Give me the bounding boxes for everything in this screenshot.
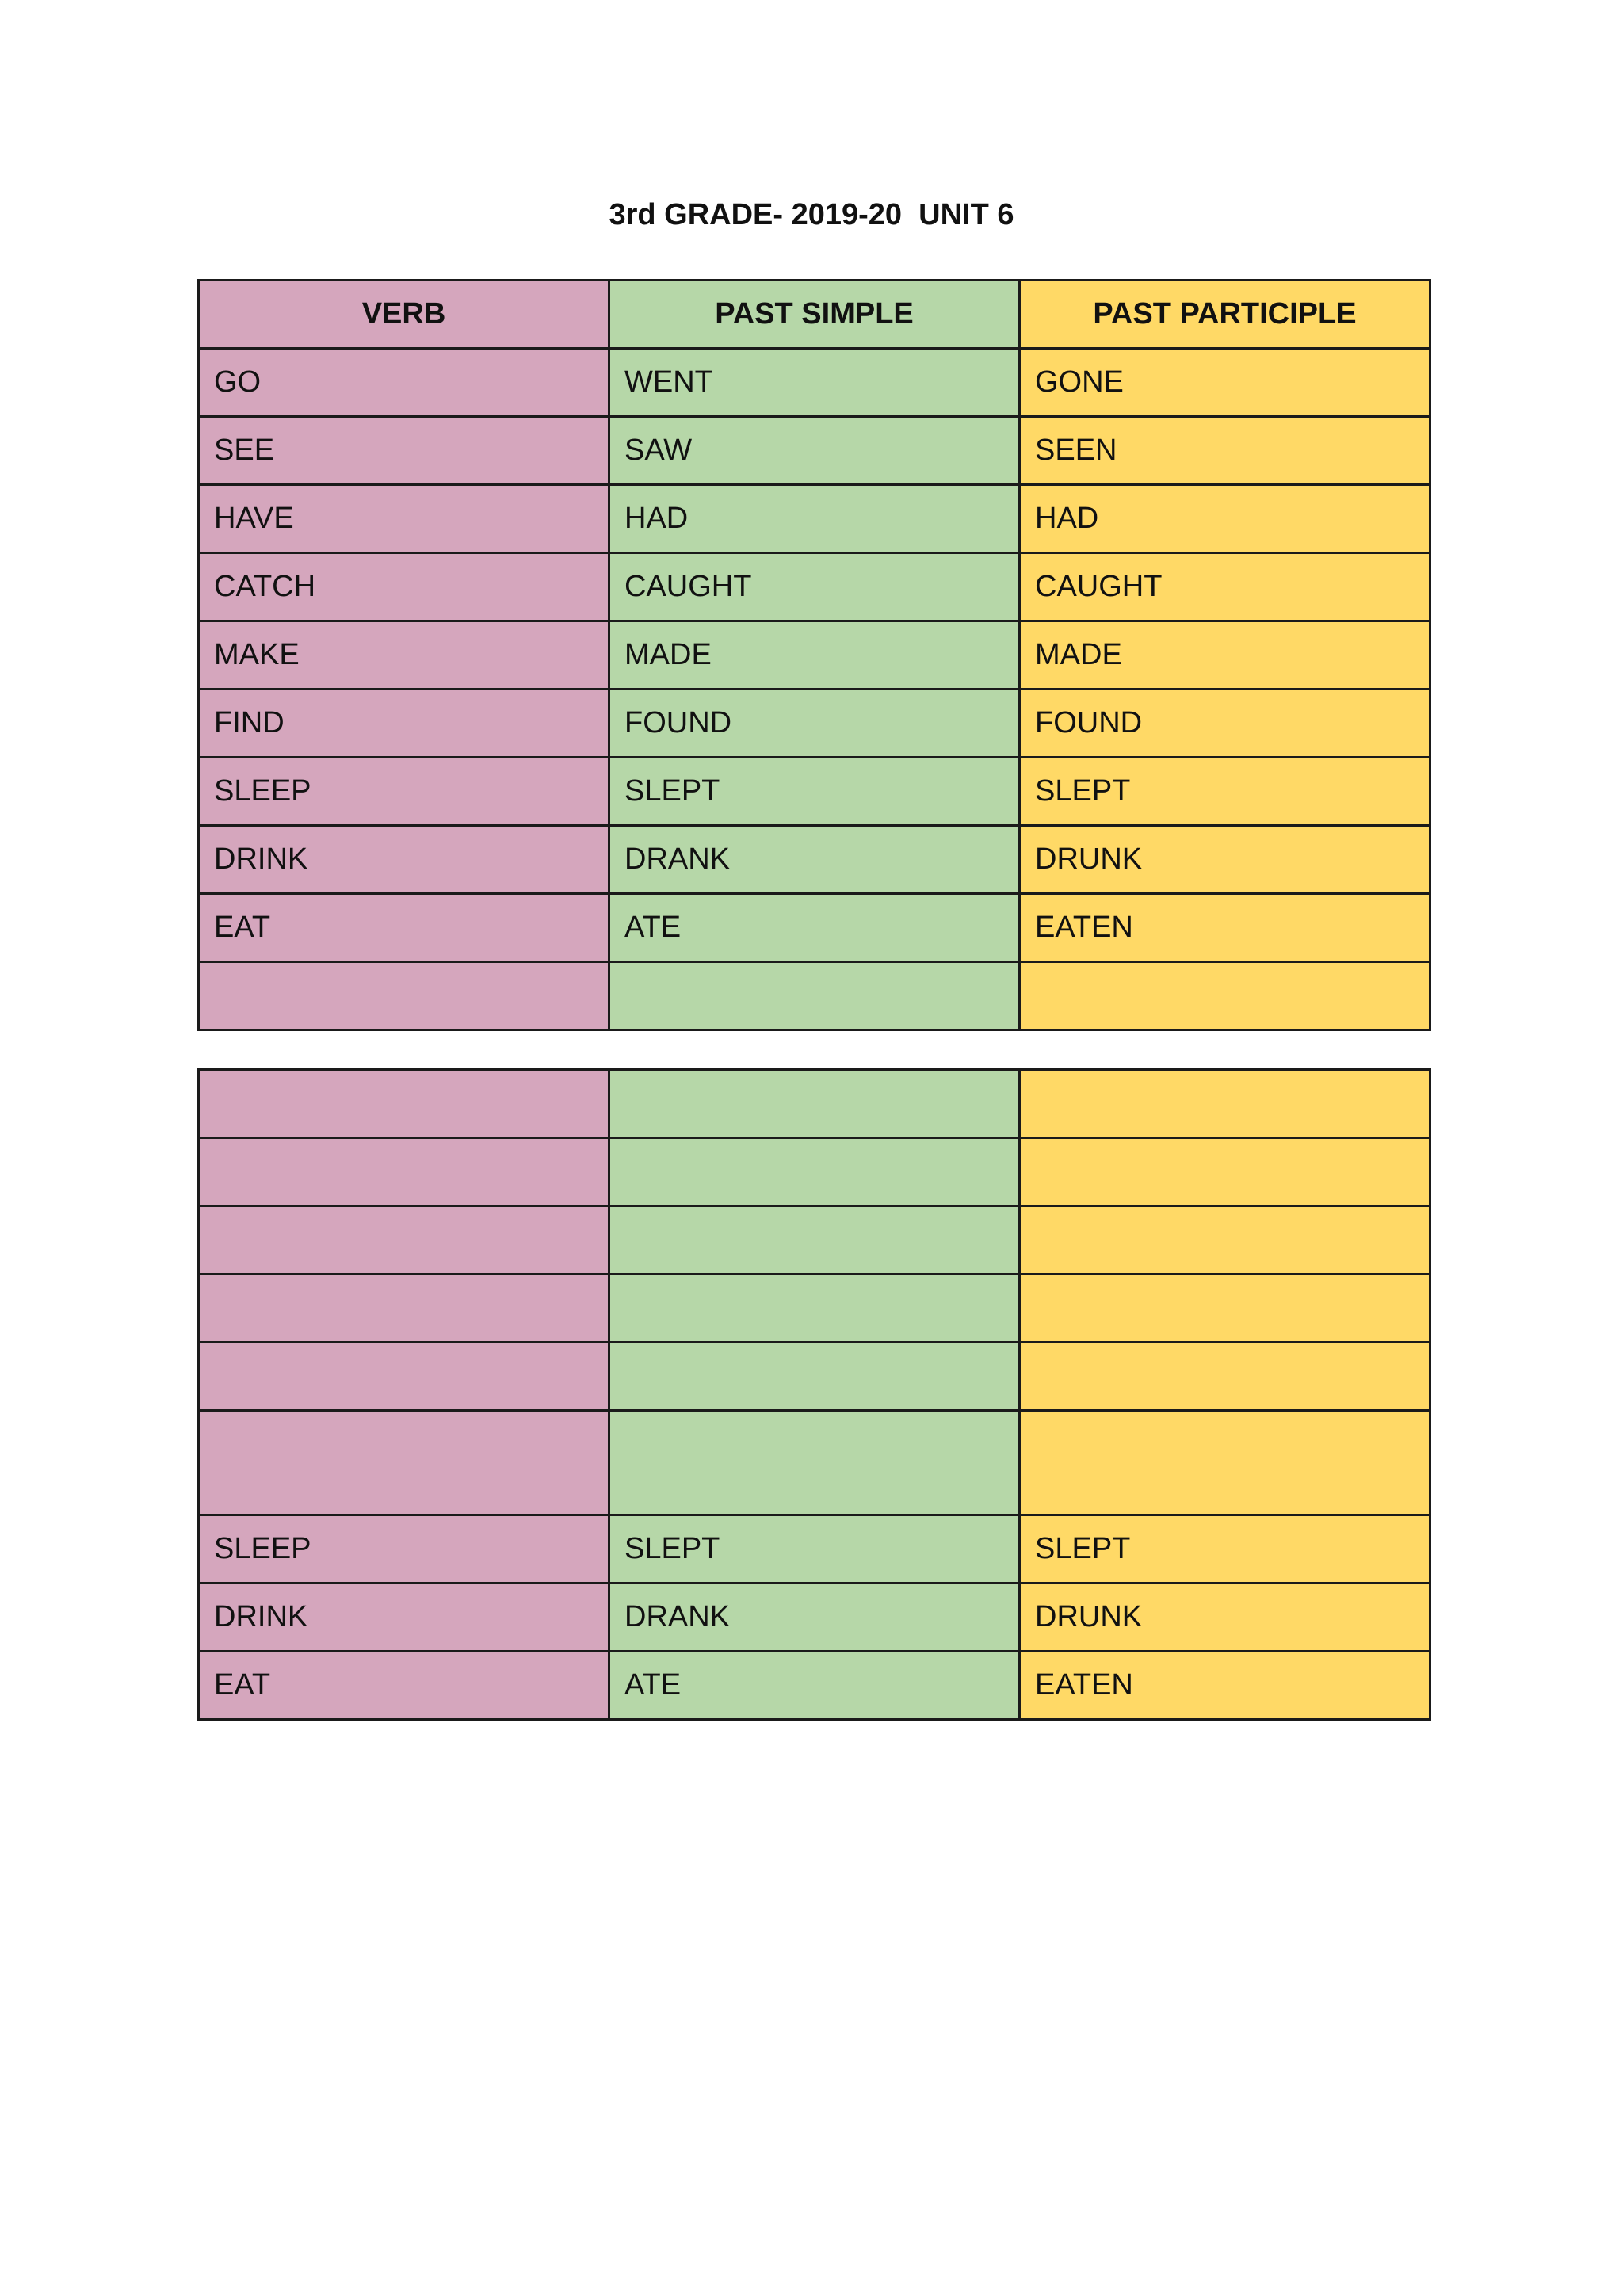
past-simple-cell: ATE (609, 894, 1020, 962)
past-simple-cell: FOUND (609, 690, 1020, 758)
verb-cell (199, 962, 609, 1030)
past-participle-cell (1020, 1138, 1430, 1206)
past-simple-cell: SLEPT (609, 758, 1020, 826)
past-simple-cell: DRANK (609, 826, 1020, 894)
past-simple-cell: SAW (609, 417, 1020, 485)
past-participle-cell (1020, 1070, 1430, 1138)
past-simple-cell: ATE (609, 1652, 1020, 1720)
past-participle-cell: DRUNK (1020, 1584, 1430, 1652)
past-simple-cell (609, 1206, 1020, 1274)
verb-cell: EAT (199, 894, 609, 962)
table-row (199, 826, 1430, 894)
table-row-empty (199, 1070, 1430, 1138)
table-row (199, 758, 1430, 826)
verb-cell: FIND (199, 690, 609, 758)
past-participle-cell: GONE (1020, 349, 1430, 417)
past-participle-cell (1020, 1274, 1430, 1343)
verb-cell: SLEEP (199, 758, 609, 826)
past-participle-cell: MADE (1020, 621, 1430, 690)
table-row (199, 553, 1430, 621)
table-row (199, 621, 1430, 690)
verb-cell (199, 1070, 609, 1138)
past-participle-cell: SLEPT (1020, 758, 1430, 826)
verb-cell: MAKE (199, 621, 609, 690)
verb-cell (199, 1138, 609, 1206)
table-row-empty (199, 1343, 1430, 1411)
verb-table-top (197, 279, 1431, 1031)
past-participle-cell: DRUNK (1020, 826, 1430, 894)
past-participle-cell: SEEN (1020, 417, 1430, 485)
table-row (199, 1652, 1430, 1720)
table-row (199, 349, 1430, 417)
table-row (199, 485, 1430, 553)
past-simple-cell (609, 1343, 1020, 1411)
past-participle-cell: EATEN (1020, 1652, 1430, 1720)
past-simple-cell: SLEPT (609, 1515, 1020, 1584)
table-row-empty (199, 1411, 1430, 1515)
verb-cell (199, 1343, 609, 1411)
past-simple-cell (609, 1411, 1020, 1515)
header-past-simple: PAST SIMPLE (609, 281, 1020, 349)
verb-cell: GO (199, 349, 609, 417)
verb-cell: CATCH (199, 553, 609, 621)
table-row-empty (199, 1274, 1430, 1343)
verb-cell: SEE (199, 417, 609, 485)
past-simple-cell (609, 1274, 1020, 1343)
table-row (199, 1584, 1430, 1652)
past-simple-cell: WENT (609, 349, 1020, 417)
header-past-participle: PAST PARTICIPLE (1020, 281, 1430, 349)
past-participle-cell (1020, 1411, 1430, 1515)
table-row (199, 690, 1430, 758)
verb-cell: DRINK (199, 826, 609, 894)
header-verb: VERB (199, 281, 609, 349)
table-header-row (199, 281, 1430, 349)
table-row-empty (199, 1206, 1430, 1274)
verb-cell: DRINK (199, 1584, 609, 1652)
past-participle-cell: SLEPT (1020, 1515, 1430, 1584)
table-row (199, 1515, 1430, 1584)
past-participle-cell (1020, 1343, 1430, 1411)
past-participle-cell: HAD (1020, 485, 1430, 553)
past-participle-cell: FOUND (1020, 690, 1430, 758)
verb-cell: EAT (199, 1652, 609, 1720)
verb-cell: SLEEP (199, 1515, 609, 1584)
page-title: 3rd GRADE- 2019-20 UNIT 6 (609, 198, 1014, 231)
past-simple-cell (609, 962, 1020, 1030)
past-simple-cell: HAD (609, 485, 1020, 553)
past-participle-cell (1020, 962, 1430, 1030)
verb-table-bottom (197, 1068, 1431, 1721)
past-simple-cell: DRANK (609, 1584, 1020, 1652)
past-simple-cell: MADE (609, 621, 1020, 690)
table-row (199, 417, 1430, 485)
verb-cell (199, 1206, 609, 1274)
table-row-empty (199, 1138, 1430, 1206)
past-participle-cell: EATEN (1020, 894, 1430, 962)
table-row-empty (199, 962, 1430, 1030)
past-participle-cell: CAUGHT (1020, 553, 1430, 621)
past-simple-cell: CAUGHT (609, 553, 1020, 621)
past-participle-cell (1020, 1206, 1430, 1274)
verb-cell (199, 1274, 609, 1343)
past-simple-cell (609, 1138, 1020, 1206)
past-simple-cell (609, 1070, 1020, 1138)
verb-cell (199, 1411, 609, 1515)
table-row (199, 894, 1430, 962)
verb-cell: HAVE (199, 485, 609, 553)
